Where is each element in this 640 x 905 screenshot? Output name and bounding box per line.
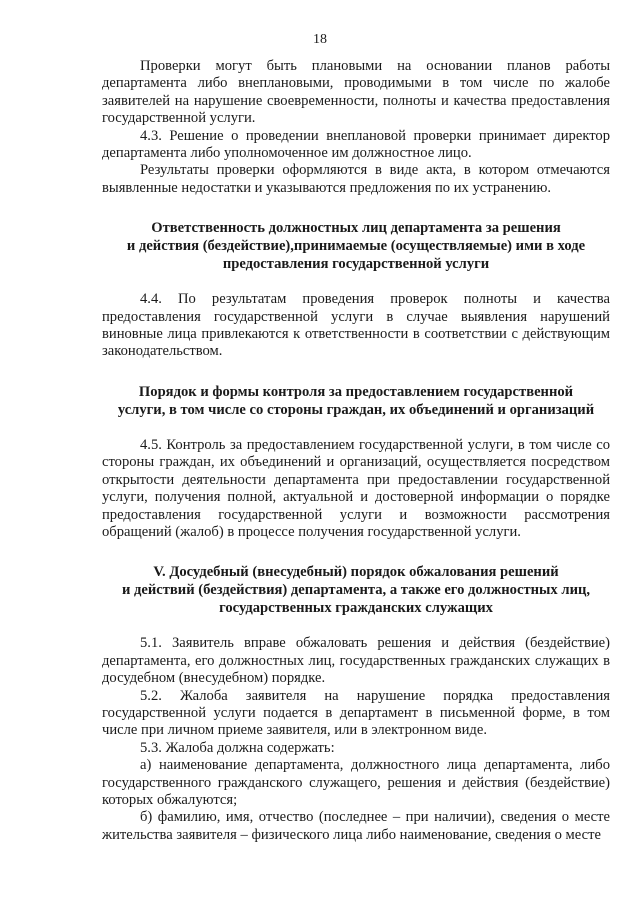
paragraph-inspection-results: Результаты проверки оформляются в виде акта, в котором отмечаются выявленные недостатки и указываются предложения по их устранению.	[102, 162, 610, 196]
paragraph-5-1: 5.1. Заявитель вправе обжаловать решения и действия (бездействие) департамента, его должностных лиц, государственных гражданских служащих в досудебном (внесудебном) порядке.	[102, 635, 610, 687]
section-heading-appeal	[102, 563, 610, 617]
heading-line: услуги, в том числе со стороны граждан, их объединений и организаций	[117, 401, 595, 418]
heading-line: и действия (бездействие),принимаемые (осуществляемые) ими в ходе	[126, 238, 586, 255]
heading-line: V. Досудебный (внесудебный) порядок обжалования решений	[153, 564, 559, 581]
paragraph-4-4: 4.4. По результатам проведения проверок полноты и качества предоставления государственной услуги в случае выявления нарушений виновные лица привлекаются к ответственности в соответствии с действующим законодательством.	[102, 291, 610, 360]
heading-line: и действий (бездействия) департамента, а также его должностных лиц,	[121, 582, 591, 599]
heading-line: Ответственность должностных лиц департамента за решения	[151, 220, 561, 237]
section-heading-control	[102, 383, 610, 419]
heading-line: Порядок и формы контроля за предоставлением государственной	[138, 383, 574, 400]
section-heading-responsibility	[102, 219, 610, 273]
paragraph-5-2: 5.2. Жалоба заявителя на нарушение порядка предоставления государственной услуги подается в департамент в письменной форме, в том числе при личном приеме заявителя, или в электронном виде.	[102, 687, 610, 739]
paragraph-5-3-b: б) фамилию, имя, отчество (последнее – при наличии), сведения о месте жительства заявителя – физического лица либо наименование, сведения о месте	[102, 809, 610, 843]
document-body	[102, 58, 610, 844]
paragraph-4-5: 4.5. Контроль за предоставлением государственной услуги, в том числе со стороны граждан, их объединений и организаций, осуществляется посредством открытости деятельности департамента при предоставлении государственной услуги, получения полной, актуальной и достоверной информации о порядке предоставления государственной услуги и возможности рассмотрения обращений (жалоб) в процессе получения государственной услуги.	[102, 436, 610, 540]
paragraph-5-3: 5.3. Жалоба должна содержать:	[140, 739, 335, 756]
paragraph-inspections: Проверки могут быть плановыми на основании планов работы департамента либо внеплановыми, проводимыми в том числе по жалобе заявителей на нарушение своевременности, полноты и качества предоставления государственной услуги.	[102, 58, 610, 127]
heading-line: государственных гражданских служащих	[219, 600, 493, 617]
page-number: 18	[313, 32, 327, 47]
paragraph-4-3: 4.3. Решение о проведении внеплановой проверки принимает директор департамента либо уполномоченное им должностное лицо.	[102, 127, 610, 162]
paragraph-5-3-a: а) наименование департамента, должностного лица департамента, либо государственного гражданского служащего, решения и действия (бездействие) которых обжалуются;	[102, 757, 610, 808]
heading-line: предоставления государственной услуги	[222, 256, 490, 273]
